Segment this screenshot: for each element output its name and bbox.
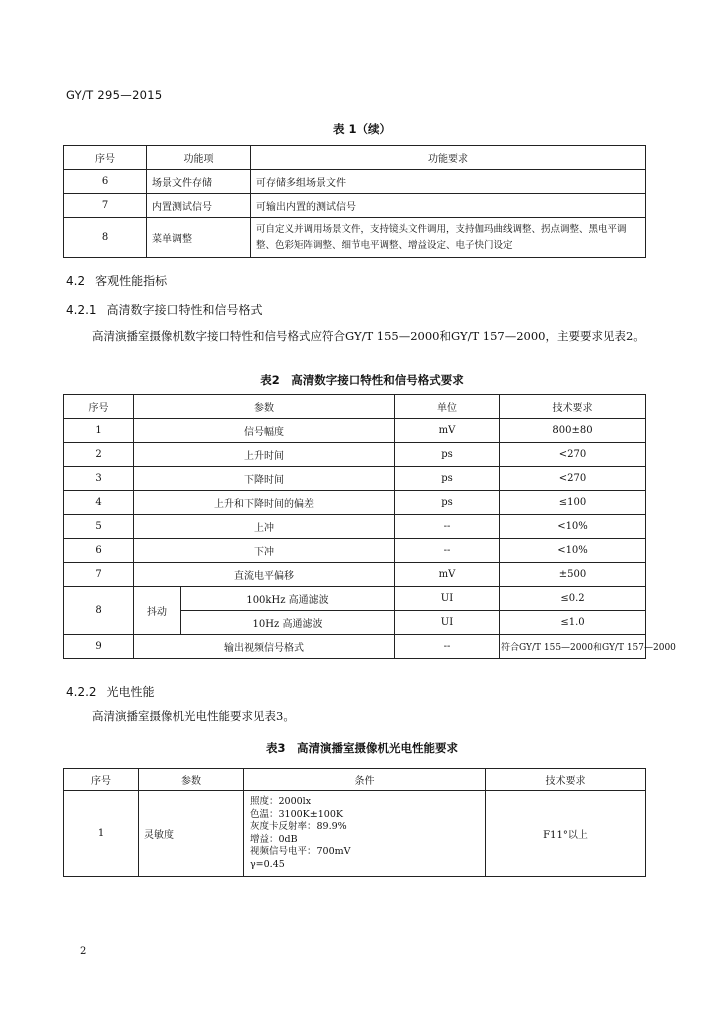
table2-cell-no: 8 — [64, 587, 134, 635]
table1-caption: 表 1（续） — [332, 122, 391, 136]
condition-line: 视频信号电平：700mV — [250, 846, 351, 857]
table-row — [64, 467, 646, 491]
table2-cell-no: 7 — [64, 563, 134, 587]
table1-cell-no: 6 — [64, 170, 147, 194]
table-row — [64, 443, 646, 467]
table2-cell-param: 上升时间 — [134, 443, 395, 467]
table2-header-unit: 单位 — [395, 395, 500, 419]
table1-cell-req: 可存储多组场景文件 — [251, 170, 646, 194]
standard-code-header: GY/T 295—2015 — [66, 88, 163, 102]
table2-cell-param: 下降时间 — [134, 467, 395, 491]
table1-cell-no: 7 — [64, 194, 147, 218]
table2-cell-unit: mV — [395, 419, 500, 443]
table2 — [63, 394, 676, 659]
table-row — [64, 515, 646, 539]
condition-line: 灰度卡反射率：89.9% — [250, 821, 347, 832]
table2-cell-param-group: 抖动 — [134, 587, 181, 635]
table-row — [64, 587, 646, 611]
table2-cell-no: 3 — [64, 467, 134, 491]
table2-cell-param: 信号幅度 — [134, 419, 395, 443]
table1-header-req: 功能要求 — [251, 146, 646, 170]
table2-cell-param: 上升和下降时间的偏差 — [134, 491, 395, 515]
section-title: 高清数字接口特性和信号格式 — [106, 303, 263, 317]
table2-cell-subparam: 100kHz 高通滤波 — [181, 587, 395, 611]
table1-cell-req: 可输出内置的测试信号 — [251, 194, 646, 218]
table2-cell-req: ≤0.2 — [500, 587, 646, 611]
condition-line: 增益：0dB — [250, 833, 298, 845]
table1-cell-req: 可自定义并调用场景文件，支持镜头文件调用，支持伽玛曲线调整、拐点调整、黑电平调整、色彩矩阵调整、细节电平调整、增益设定、电子快门设定 — [251, 218, 646, 258]
table2-cell-req: 800±80 — [500, 419, 646, 443]
table2-cell-req: ±500 — [500, 563, 646, 587]
table1-header-row — [64, 146, 646, 170]
condition-line: 照度：2000lx — [250, 796, 312, 807]
page-number: 2 — [80, 946, 87, 957]
table3-cell-req: F11°以上 — [486, 791, 646, 877]
table2-cell-no: 9 — [64, 635, 134, 659]
table3-header-cond: 条件 — [244, 769, 486, 791]
condition-line: 色温：3100K±100K — [250, 808, 343, 820]
table2-cell-unit: UI — [395, 587, 500, 611]
table2-header-req: 技术要求 — [500, 395, 646, 419]
table-row — [64, 539, 646, 563]
table2-cell-no: 1 — [64, 419, 134, 443]
table2-cell-req: <270 — [500, 467, 646, 491]
table2-cell-req: <10% — [500, 515, 646, 539]
section-number: 4.2.1 — [66, 303, 97, 317]
table3-caption: 表3 高清演播室摄像机光电性能要求 — [266, 741, 458, 755]
table2-cell-unit: ps — [395, 467, 500, 491]
table1-cell-no: 8 — [64, 218, 147, 258]
table1-cell-item: 菜单调整 — [147, 218, 251, 258]
table-row — [64, 170, 646, 194]
table3-header-param: 参数 — [139, 769, 244, 791]
table2-cell-no: 5 — [64, 515, 134, 539]
condition-line: γ=0.45 — [250, 858, 285, 870]
table2-cell-param: 输出视频信号格式 — [134, 635, 395, 659]
table2-cell-unit: -- — [395, 635, 500, 659]
table2-cell-param: 直流电平偏移 — [134, 563, 395, 587]
table2-header-row — [64, 395, 646, 419]
section-4-2-1-heading — [66, 301, 263, 318]
table2-cell-req: <10% — [500, 539, 646, 563]
table3-cell-no: 1 — [64, 791, 139, 877]
table2-cell-unit: ps — [395, 491, 500, 515]
table2-cell-unit: UI — [395, 611, 500, 635]
table2-cell-req: ≤1.0 — [500, 611, 646, 635]
table1 — [63, 145, 646, 258]
table2-cell-no: 4 — [64, 491, 134, 515]
table3 — [63, 768, 646, 877]
table1-cell-item: 场景文件存储 — [147, 170, 251, 194]
table-row — [64, 491, 646, 515]
table2-cell-no: 6 — [64, 539, 134, 563]
table2-cell-req: <270 — [500, 443, 646, 467]
table2-header-no: 序号 — [64, 395, 134, 419]
table-row — [64, 791, 646, 877]
table2-cell-unit: -- — [395, 515, 500, 539]
table2-header-param: 参数 — [134, 395, 395, 419]
table2-cell-unit: mV — [395, 563, 500, 587]
section-4-2-2-paragraph: 高清演播室摄像机光电性能要求见表3。 — [92, 709, 295, 723]
table-row — [64, 563, 646, 587]
table2-cell-param: 下冲 — [134, 539, 395, 563]
table3-header-row — [64, 769, 646, 791]
table2-cell-req: 符合GY/T 155—2000和GY/T 157—2000 — [500, 635, 646, 659]
section-number: 4.2.2 — [66, 685, 97, 699]
section-number: 4.2 — [66, 274, 86, 288]
table3-header-req: 技术要求 — [486, 769, 646, 791]
table3-cell-conditions — [244, 791, 486, 877]
section-4-2-1-paragraph: 高清演播室摄像机数字接口特性和信号格式应符合GY/T 155—2000和GY/T 157—2000，主要要求见表2。 — [92, 329, 645, 343]
table-row — [64, 218, 646, 258]
table2-cell-unit: ps — [395, 443, 500, 467]
table2-cell-param: 上冲 — [134, 515, 395, 539]
section-4-2-2-heading — [66, 683, 155, 700]
table3-header-no: 序号 — [64, 769, 139, 791]
table2-cell-req: ≤100 — [500, 491, 646, 515]
table1-cell-item: 内置测试信号 — [147, 194, 251, 218]
table-row — [64, 194, 646, 218]
section-title: 光电性能 — [106, 685, 155, 699]
table2-cell-no: 2 — [64, 443, 134, 467]
table3-cell-param: 灵敏度 — [139, 791, 244, 877]
table1-header-item: 功能项 — [147, 146, 251, 170]
table-row — [64, 635, 646, 659]
table2-cell-subparam: 10Hz 高通滤波 — [181, 611, 395, 635]
table1-header-no: 序号 — [64, 146, 147, 170]
table-row — [64, 419, 646, 443]
section-title: 客观性能指标 — [95, 274, 168, 288]
table2-caption: 表2 高清数字接口特性和信号格式要求 — [260, 373, 464, 387]
table2-cell-unit: -- — [395, 539, 500, 563]
section-4-2-heading — [66, 272, 167, 289]
